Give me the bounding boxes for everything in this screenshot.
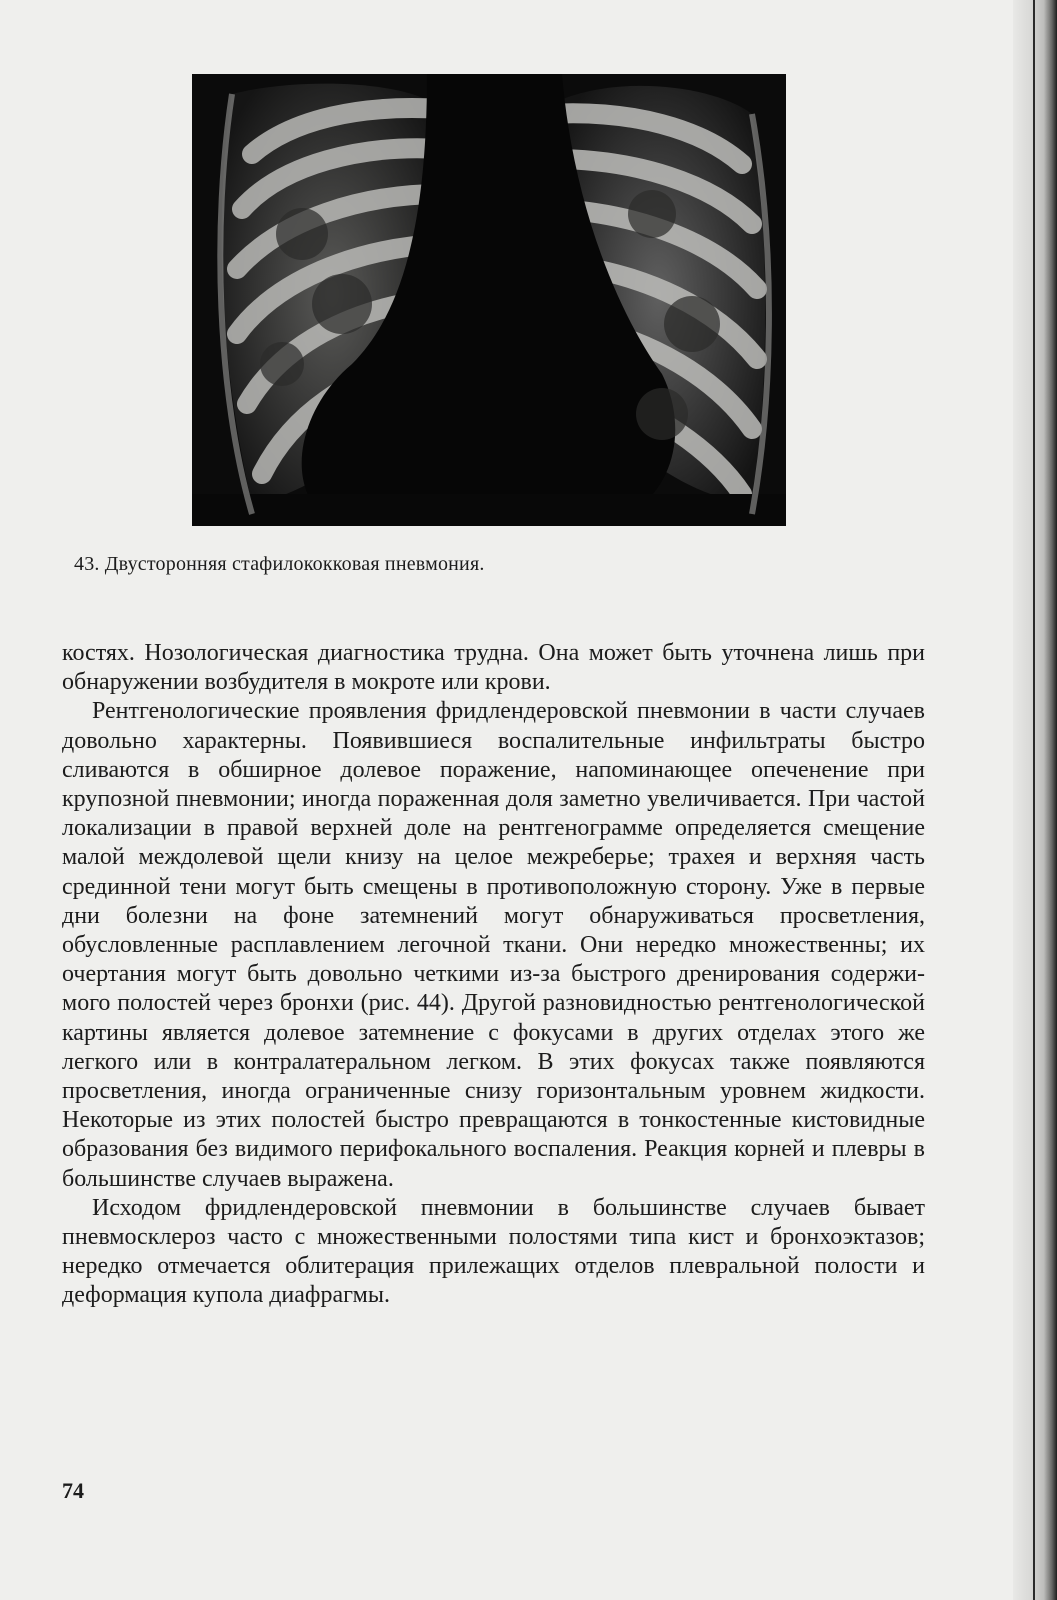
body-text: [62, 639, 925, 1311]
figure-caption: 43. Двусторонняя стафилококковая пневмония.: [74, 553, 485, 575]
page-number: 74: [62, 1478, 84, 1503]
page-binding-edge: [1033, 0, 1035, 1600]
paragraph: Исходом фридлендеровской пневмонии в большинстве случаев бывает пневмосклероз часто с множественными полостями типа кист и бронхоэктазов; нередко отмечается облитерация прилежащих отделов плевральной полости и деформация купола диафрагмы.: [62, 1194, 925, 1309]
paragraph: Рентгенологические проявления фридлендеровской пневмонии в части случаев довольно характерны. Появившиеся воспалительные инфильтраты быстро сливаются в обширное долевое поражение, напоминающее опеченение при крупозной пневмонии; иногда пораженная доля заметно увеличивается. При частой локализации в правой верхней доле на рентгенограмме определяется смещение малой междолевой щели книзу на целое межреберье; трахея и верхняя часть срединной тени могут быть смещены в противоположную сторону. Уже в первые дни болезни на фоне затемнений могут обнаруживаться просветления, обусловленные расплавлением легочной ткани. Они нередко множественны; их очертания могут быть довольно четкими из-за быстрого дренирования содержимого полостей через бронхи (рис. 44). Другой разновидностью рентгенологической картины является долевое затемнение с фокусами в других отделах этого же легкого или в контралатеральном легком. В этих фокусах также появляются просветления, иногда ограниченные снизу горизонтальным уровнем жидкости. Некоторые из этих полостей быстро превращаются в тонкостенные кистовидные образования без видимого перифокального воспаления. Реакция корней и плевры в большинстве случаев выражена.: [62, 698, 925, 1192]
chest-xray-image: [192, 74, 786, 526]
paragraph: костях. Нозологическая диагностика трудна. Она может быть уточнена лишь при обнаружении возбудителя в мокроте или крови.: [62, 640, 925, 696]
page-edge-shadow: [1013, 0, 1057, 1600]
